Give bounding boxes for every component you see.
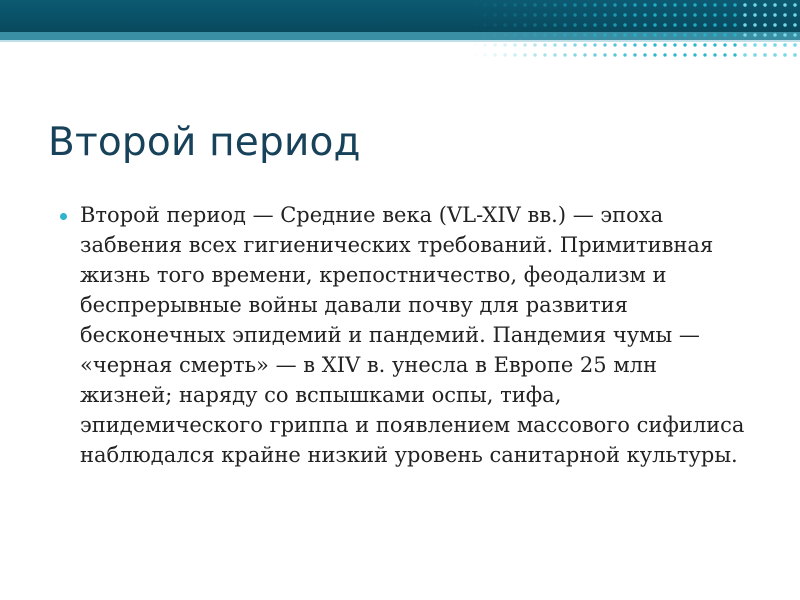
slide-title: Второй период <box>48 120 361 165</box>
dot-grid-decoration-corner <box>740 0 800 60</box>
bullet-item <box>60 200 750 470</box>
bullet-marker-icon <box>60 213 67 220</box>
bullet-text: Второй период — Средние века (VL-XIV вв.) — эпоха забвения всех гигиенических требований. Примитивная жизнь того времени, крепостничество, феодализм и беспрерывные войны давали почву для развития бесконечных эпидемий и пандемий. Пандемия чумы — «черная смерть» — в XIV в. унесла в Европе 25 млн жизней; наряду со вспышками оспы, тифа, эпидемического гриппа и появлением массового сифилиса наблюдался крайне низкий уровень санитарной культуры. <box>80 203 745 467</box>
